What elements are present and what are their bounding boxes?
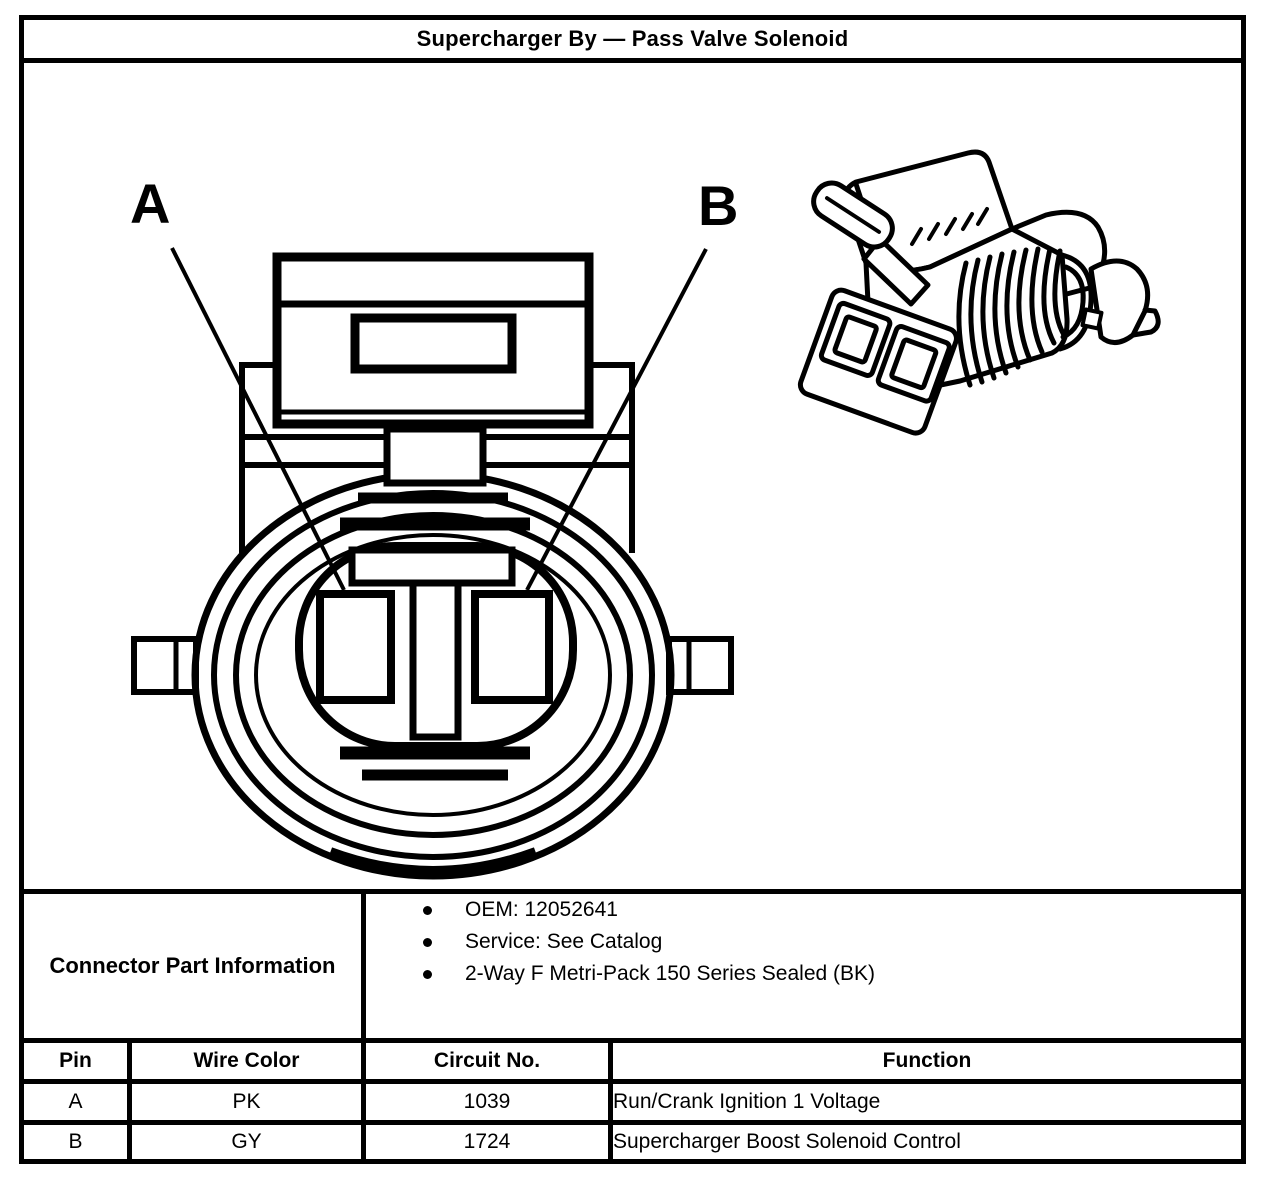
index-tab <box>387 429 483 483</box>
diagram-row <box>22 61 1244 892</box>
table-row-pin-b <box>22 1123 1244 1162</box>
bullet-icon <box>423 906 432 915</box>
page-title: Supercharger By — Pass Valve Solenoid <box>22 18 1244 61</box>
column-header-circuit-no: Circuit No. <box>364 1041 611 1082</box>
connector-part-info-details <box>364 892 1244 1041</box>
pin-label-b: B <box>698 173 739 237</box>
center-key-stem <box>413 583 458 737</box>
function-cell: Run/Crank Ignition 1 Voltage <box>611 1082 1244 1123</box>
connector-part-info-label: Connector Part Information <box>22 892 364 1041</box>
bullet-icon <box>423 938 432 947</box>
connector-diagram <box>24 66 1236 887</box>
connector-type: 2-Way F Metri-Pack 150 Series Sealed (BK) <box>465 962 876 985</box>
function-cell: Supercharger Boost Solenoid Control <box>611 1123 1244 1162</box>
pin-label-a: A <box>130 171 171 235</box>
bullet-icon <box>423 970 432 979</box>
circuit-no-cell: 1039 <box>364 1082 611 1123</box>
mount-clip <box>1091 261 1148 343</box>
list-item <box>366 958 1241 990</box>
column-header-pin: Pin <box>22 1041 130 1082</box>
list-item <box>366 926 1241 958</box>
column-header-function: Function <box>611 1041 1244 1082</box>
wire-color-cell: PK <box>130 1082 364 1123</box>
pin-table-header-row <box>22 1041 1244 1082</box>
title-row <box>22 18 1244 61</box>
service-info: Service: See Catalog <box>465 930 663 953</box>
pin-cell: A <box>22 1082 130 1123</box>
oem-number: OEM: 12052641 <box>465 898 618 921</box>
center-key-bar <box>352 550 512 583</box>
table-row-pin-a <box>22 1082 1244 1123</box>
circuit-no-cell: 1724 <box>364 1123 611 1162</box>
column-header-wire-color: Wire Color <box>130 1041 364 1082</box>
list-item <box>366 894 1241 926</box>
diagram-area <box>22 61 1244 892</box>
lock-window <box>355 318 512 369</box>
pin-cell: B <box>22 1123 130 1162</box>
wire-color-cell: GY <box>130 1123 364 1162</box>
terminal-cavity-b <box>475 594 549 700</box>
connector-part-info-row <box>22 892 1244 1041</box>
mount-tab-left <box>134 639 196 692</box>
mount-tab-right <box>669 639 731 692</box>
connector-info-table <box>19 15 1246 1164</box>
terminal-cavity-a <box>320 594 391 700</box>
connector-perspective-view <box>798 152 1159 436</box>
